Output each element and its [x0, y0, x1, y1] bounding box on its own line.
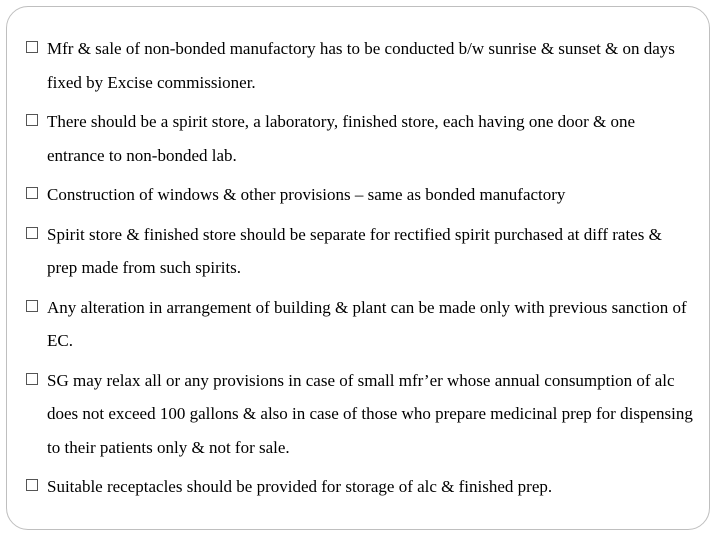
list-item	[26, 105, 696, 172]
list-item	[26, 291, 696, 358]
list-item	[26, 364, 696, 465]
list-item	[26, 470, 696, 504]
bullet-text: Spirit store & finished store should be separate for rectified spirit purchased at diff rates & prep made from such spirits.	[47, 224, 662, 277]
list-item	[26, 218, 696, 285]
square-bullet-icon	[26, 114, 38, 126]
bullet-text: SG may relax all or any provisions in case of small mfr’er whose annual consumption of alc does not exceed 100 gallons & also in case of those who prepare medicinal prep for dispensing to their patients only & not for sale.	[47, 370, 693, 457]
bullet-text: Any alteration in arrangement of building & plant can be made only with previous sanction of EC.	[47, 297, 687, 350]
square-bullet-icon	[26, 300, 38, 312]
square-bullet-icon	[26, 41, 38, 53]
square-bullet-icon	[26, 479, 38, 491]
bullet-list	[26, 32, 696, 510]
square-bullet-icon	[26, 227, 38, 239]
square-bullet-icon	[26, 187, 38, 199]
bullet-text: Suitable receptacles should be provided for storage of alc & finished prep.	[47, 477, 553, 496]
list-item	[26, 32, 696, 99]
bullet-text: Construction of windows & other provisions – same as bonded manufactory	[47, 185, 566, 204]
square-bullet-icon	[26, 373, 38, 385]
bullet-text: Mfr & sale of non-bonded manufactory has to be conducted b/w sunrise & sunset & on days fixed by Excise commissioner.	[47, 39, 675, 92]
list-item	[26, 178, 696, 212]
bullet-text: There should be a spirit store, a laboratory, finished store, each having one door & one entrance to non-bonded lab.	[47, 112, 636, 165]
